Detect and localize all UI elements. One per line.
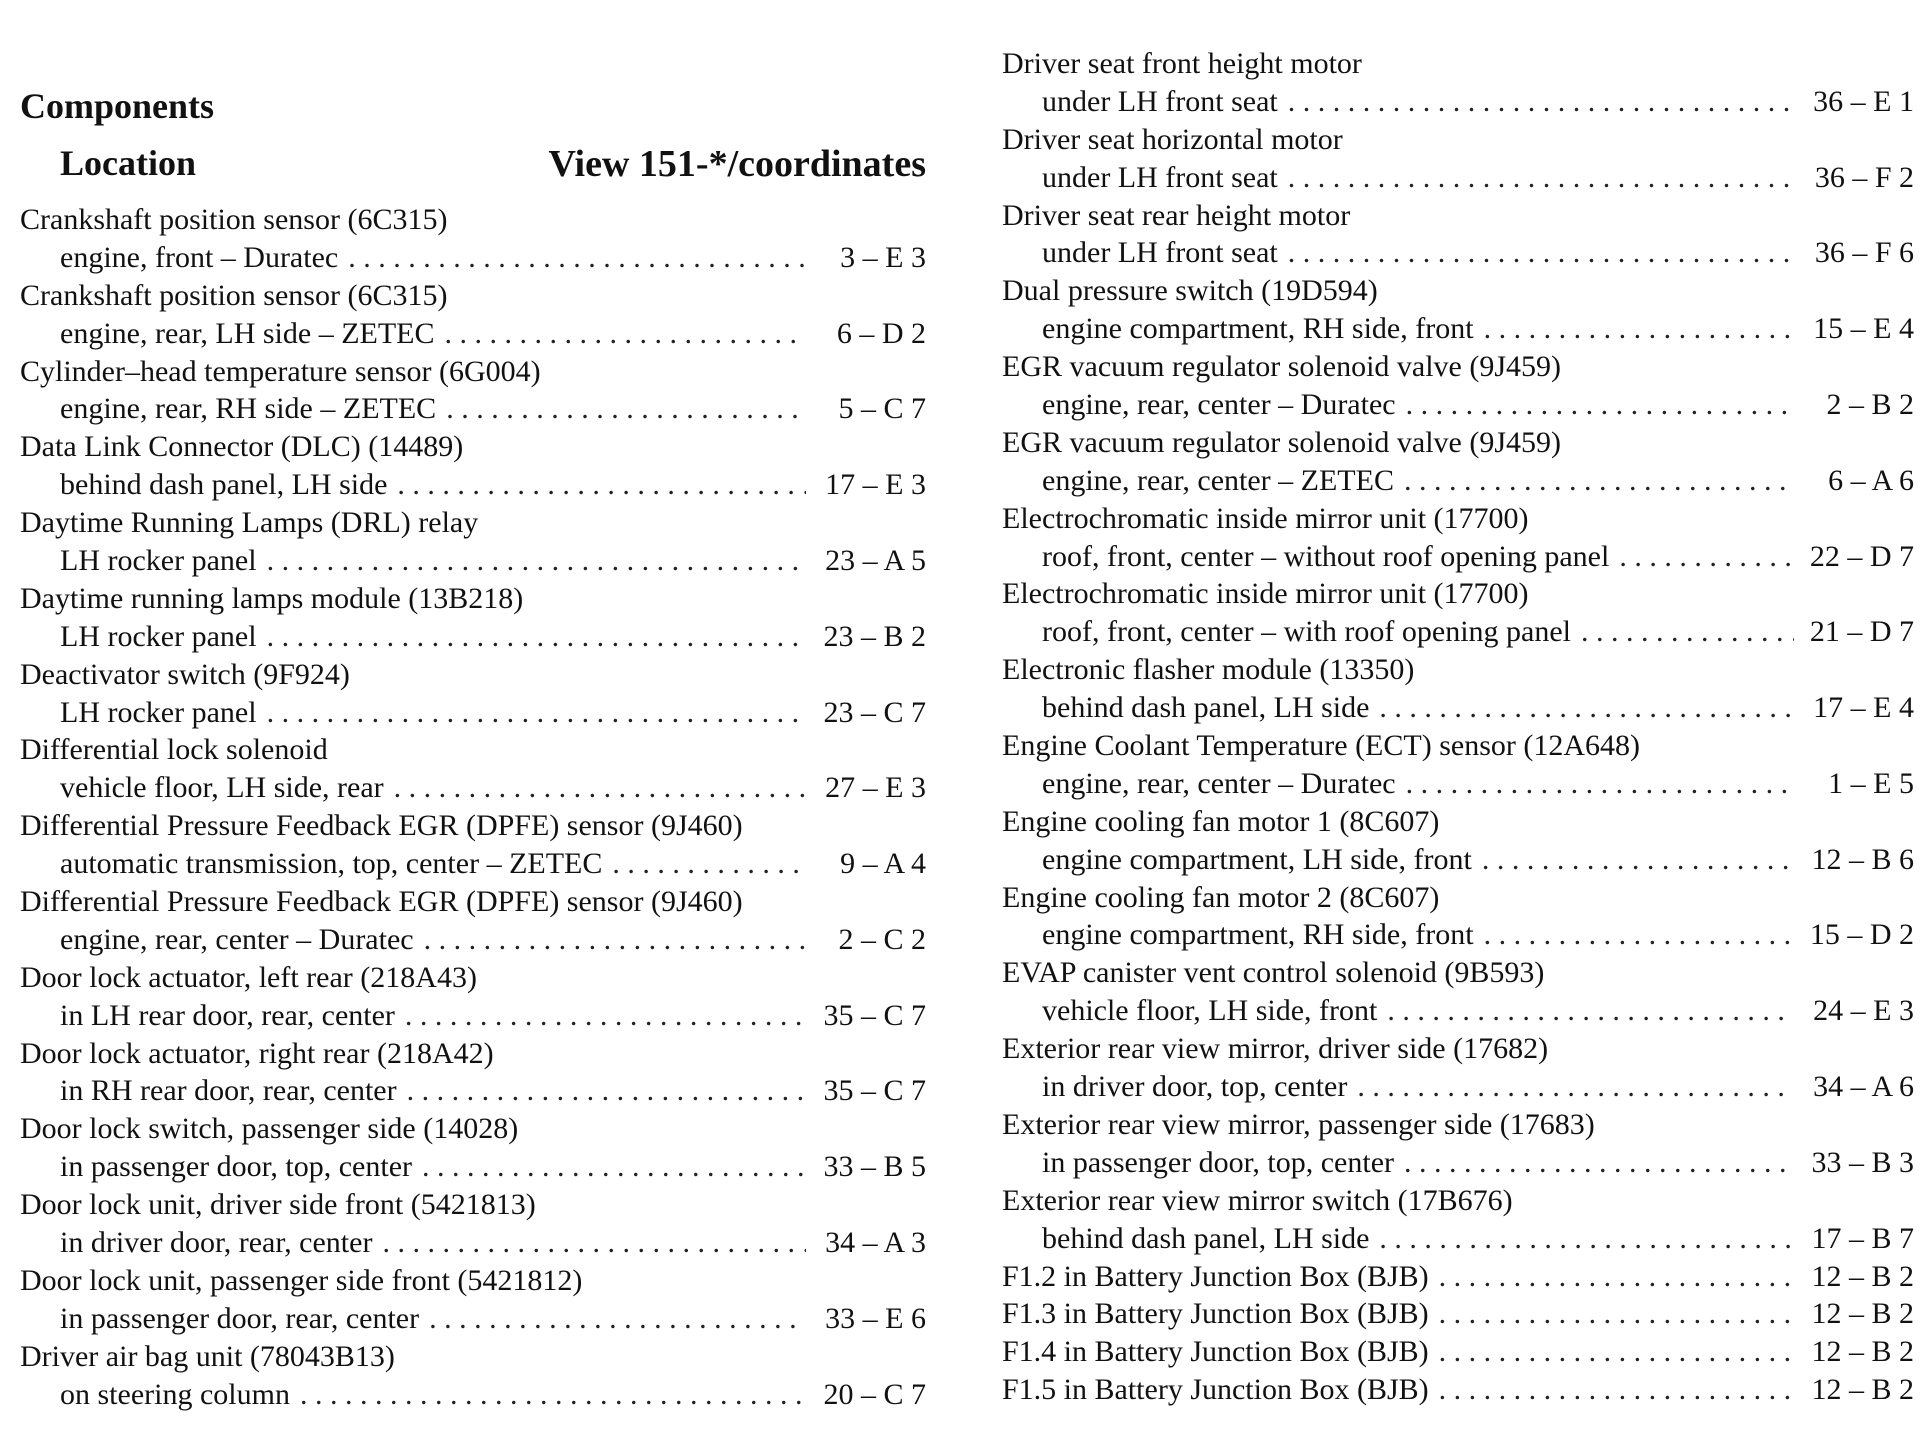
component-location-line — [20, 1376, 926, 1414]
component-entry — [20, 580, 926, 656]
component-location-line — [1002, 462, 1914, 500]
leader-dots — [1406, 386, 1794, 424]
component-location-line — [1002, 1144, 1914, 1182]
component-location: engine compartment, RH side, front — [1042, 918, 1474, 952]
component-name: Differential Pressure Feedback EGR (DPFE) sensor (9J460) — [20, 809, 743, 843]
leader-dots — [267, 618, 806, 656]
component-location: behind dash panel, LH side — [60, 468, 388, 502]
component-entry — [20, 504, 926, 580]
right-entry-list — [1002, 45, 1914, 1409]
view-coordinate: 21 – D 7 — [1809, 615, 1914, 649]
component-name: Data Link Connector (DLC) (14489) — [20, 430, 464, 464]
leader-dots — [382, 1224, 806, 1262]
component-entry — [20, 1338, 926, 1414]
component-name: Exterior rear view mirror, passenger side (17683) — [1002, 1107, 1595, 1141]
component-location-line — [20, 1148, 926, 1186]
component-location: engine compartment, RH side, front — [1042, 312, 1474, 346]
view-coordinate: 15 – E 4 — [1813, 312, 1914, 346]
component-entry — [20, 731, 926, 807]
component-name: Door lock unit, driver side front (5421813) — [20, 1188, 536, 1222]
leader-dots — [1439, 1258, 1794, 1296]
leader-dots — [422, 1148, 806, 1186]
leader-dots — [1482, 841, 1794, 879]
view-coordinate: 12 – B 6 — [1811, 842, 1914, 876]
component-location: on steering column — [60, 1377, 290, 1411]
view-coordinate: 23 – B 2 — [823, 619, 926, 653]
view-column-header: View 151-*/coordinates — [548, 143, 926, 185]
leader-dots — [1404, 1144, 1794, 1182]
leader-dots — [348, 239, 806, 277]
fuse-label: F1.2 in Battery Junction Box (BJB) — [1002, 1259, 1429, 1293]
component-location-line — [1002, 916, 1914, 954]
view-coordinate: 35 – C 7 — [823, 998, 926, 1032]
component-location-line — [20, 769, 926, 807]
component-name: Door lock unit, passenger side front (5421812) — [20, 1263, 583, 1297]
view-coordinate: 20 – C 7 — [823, 1377, 926, 1411]
view-coordinate: 24 – E 3 — [1813, 994, 1914, 1028]
component-location-line — [1002, 386, 1914, 424]
component-name: Electrochromatic inside mirror unit (17700) — [1002, 577, 1529, 611]
leader-dots — [1406, 765, 1794, 803]
view-coordinate: 23 – A 5 — [825, 544, 926, 578]
component-entry — [1002, 348, 1914, 424]
component-location: LH rocker panel — [60, 544, 257, 578]
component-location-line — [20, 1224, 926, 1262]
component-location: in passenger door, rear, center — [60, 1301, 420, 1335]
component-location: vehicle floor, LH side, rear — [60, 771, 384, 805]
view-coordinate: 17 – B 7 — [1811, 1221, 1914, 1255]
component-location: automatic transmission, top, center – ZETEC — [60, 847, 603, 881]
component-location: LH rocker panel — [60, 619, 257, 653]
component-location: in driver door, top, center — [1042, 1070, 1348, 1104]
component-name: Driver seat front height motor — [1002, 47, 1362, 80]
leader-dots — [445, 315, 806, 353]
leader-dots — [1288, 83, 1794, 121]
leader-dots — [300, 1376, 806, 1414]
component-entry — [1002, 197, 1914, 273]
component-name: Exterior rear view mirror switch (17B676) — [1002, 1183, 1513, 1217]
component-entry — [1002, 1030, 1914, 1106]
component-name: Door lock actuator, right rear (218A42) — [20, 1036, 494, 1070]
fuse-label: F1.5 in Battery Junction Box (BJB) — [1002, 1373, 1429, 1407]
view-coordinate: 34 – A 3 — [825, 1226, 926, 1260]
view-coordinate: 12 – B 2 — [1811, 1259, 1914, 1293]
fuse-entry — [1002, 1333, 1914, 1371]
component-entry — [20, 428, 926, 504]
leader-dots — [1387, 992, 1794, 1030]
component-location: roof, front, center – with roof opening panel — [1042, 615, 1571, 649]
component-entry — [1002, 1182, 1914, 1258]
component-entry — [1002, 121, 1914, 197]
component-entry — [1002, 272, 1914, 348]
view-coordinate: 23 – C 7 — [823, 695, 926, 729]
view-coordinate: 22 – D 7 — [1809, 539, 1914, 573]
component-location: engine, rear, center – Duratec — [1042, 766, 1396, 800]
component-entry — [1002, 727, 1914, 803]
view-coordinate: 2 – B 2 — [1826, 388, 1914, 422]
leader-dots — [612, 845, 806, 883]
leader-dots — [446, 390, 806, 428]
component-entry — [1002, 500, 1914, 576]
component-location-line — [20, 542, 926, 580]
component-location: engine, rear, LH side – ZETEC — [60, 316, 435, 350]
fuse-entry — [1002, 1295, 1914, 1333]
component-name: EGR vacuum regulator solenoid valve (9J459) — [1002, 425, 1562, 459]
component-location-line — [20, 1300, 926, 1338]
component-name: Differential Pressure Feedback EGR (DPFE) sensor (9J460) — [20, 885, 743, 919]
component-entry — [20, 201, 926, 277]
component-name: Door lock actuator, left rear (218A43) — [20, 960, 477, 994]
view-coordinate: 36 – F 2 — [1814, 160, 1914, 194]
component-location: under LH front seat — [1042, 236, 1278, 270]
component-name: EGR vacuum regulator solenoid valve (9J459) — [1002, 350, 1562, 384]
leader-dots — [397, 466, 806, 504]
location-column-header: Location — [60, 143, 197, 183]
leader-dots — [1439, 1333, 1794, 1371]
view-coordinate: 3 – E 3 — [840, 240, 926, 274]
view-coordinate: 33 – B 3 — [1811, 1145, 1914, 1179]
component-entry — [20, 883, 926, 959]
component-location-line — [1002, 234, 1914, 272]
component-name: Cylinder–head temperature sensor (6G004) — [20, 354, 541, 388]
leader-dots — [1439, 1295, 1794, 1333]
view-coordinate: 17 – E 3 — [825, 468, 926, 502]
view-coordinate: 35 – C 7 — [823, 1074, 926, 1108]
leader-dots — [267, 542, 806, 580]
component-location: engine, rear, RH side – ZETEC — [60, 392, 437, 426]
view-coordinate: 36 – F 6 — [1814, 236, 1914, 270]
component-location-line — [20, 618, 926, 656]
component-entry — [1002, 424, 1914, 500]
component-name: Daytime running lamps module (13B218) — [20, 581, 524, 615]
section-title: Components — [20, 86, 215, 126]
component-location: vehicle floor, LH side, front — [1042, 994, 1378, 1028]
view-coordinate: 36 – E 1 — [1813, 84, 1914, 118]
component-name: Door lock switch, passenger side (14028) — [20, 1112, 519, 1146]
component-location-line — [20, 845, 926, 883]
view-coordinate: 33 – E 6 — [825, 1301, 926, 1335]
fuse-entry — [1002, 1371, 1914, 1409]
component-location-line — [1002, 83, 1914, 121]
view-coordinate: 6 – D 2 — [836, 316, 926, 350]
component-location-line — [20, 694, 926, 732]
view-coordinate: 34 – A 6 — [1813, 1070, 1914, 1104]
component-entry — [20, 277, 926, 353]
view-coordinate: 6 – A 6 — [1828, 463, 1914, 497]
component-location: roof, front, center – without roof opening panel — [1042, 539, 1610, 573]
component-location-line — [20, 997, 926, 1035]
component-name: EVAP canister vent control solenoid (9B593) — [1002, 956, 1545, 990]
component-location-line — [20, 1072, 926, 1110]
component-name: Dual pressure switch (19D594) — [1002, 274, 1378, 308]
component-name: Exterior rear view mirror, driver side (17682) — [1002, 1032, 1549, 1066]
leader-dots — [1484, 310, 1794, 348]
leader-dots — [394, 769, 806, 807]
component-entry — [20, 959, 926, 1035]
leader-dots — [1288, 234, 1794, 272]
leader-dots — [1619, 538, 1794, 576]
view-coordinate: 2 – C 2 — [838, 922, 926, 956]
component-location: under LH front seat — [1042, 84, 1278, 118]
component-entry — [1002, 954, 1914, 1030]
view-coordinate: 5 – C 7 — [838, 392, 926, 426]
leader-dots — [1484, 916, 1794, 954]
component-location: in LH rear door, rear, center — [60, 998, 395, 1032]
leader-dots — [1379, 1220, 1794, 1258]
component-name: Electrochromatic inside mirror unit (17700) — [1002, 501, 1529, 535]
left-entry-list — [20, 201, 926, 1414]
component-location: under LH front seat — [1042, 160, 1278, 194]
component-entry — [20, 1110, 926, 1186]
view-coordinate: 17 – E 4 — [1813, 691, 1914, 725]
component-entry — [1002, 45, 1914, 121]
component-location-line — [20, 315, 926, 353]
component-location: engine compartment, LH side, front — [1042, 842, 1472, 876]
component-location: engine, rear, center – ZETEC — [1042, 463, 1394, 497]
leader-dots — [1439, 1371, 1794, 1409]
component-name: Differential lock solenoid — [20, 733, 328, 767]
component-location-line — [20, 921, 926, 959]
component-location-line — [1002, 992, 1914, 1030]
component-location: engine, rear, center – Duratec — [60, 922, 414, 956]
component-location: LH rocker panel — [60, 695, 257, 729]
component-location-line — [1002, 159, 1914, 197]
view-coordinate: 27 – E 3 — [825, 771, 926, 805]
component-entry — [20, 1035, 926, 1111]
component-location: behind dash panel, LH side — [1042, 1221, 1370, 1255]
leader-dots — [405, 997, 806, 1035]
component-name: Engine cooling fan motor 2 (8C607) — [1002, 880, 1440, 914]
component-name: Electronic flasher module (13350) — [1002, 653, 1415, 687]
component-entry — [20, 1186, 926, 1262]
fuse-label: F1.3 in Battery Junction Box (BJB) — [1002, 1297, 1429, 1331]
component-name: Daytime Running Lamps (DRL) relay — [20, 506, 479, 540]
component-entry — [1002, 651, 1914, 727]
component-location: in passenger door, top, center — [60, 1150, 413, 1184]
view-coordinate: 12 – B 2 — [1811, 1373, 1914, 1407]
view-coordinate: 1 – E 5 — [1828, 766, 1914, 800]
component-name: Crankshaft position sensor (6C315) — [20, 203, 448, 236]
component-location-line — [20, 239, 926, 277]
component-name: Deactivator switch (9F924) — [20, 657, 350, 691]
leader-dots — [1357, 1068, 1794, 1106]
component-entry — [1002, 879, 1914, 955]
leader-dots — [267, 694, 806, 732]
component-entry — [20, 353, 926, 429]
component-location-line — [1002, 1068, 1914, 1106]
leader-dots — [407, 1072, 806, 1110]
leader-dots — [1288, 159, 1794, 197]
component-location-line — [1002, 538, 1914, 576]
component-location-line — [1002, 310, 1914, 348]
component-entry — [1002, 803, 1914, 879]
view-coordinate: 33 – B 5 — [823, 1150, 926, 1184]
view-coordinate: 12 – B 2 — [1811, 1297, 1914, 1331]
leader-dots — [429, 1300, 806, 1338]
view-coordinate: 15 – D 2 — [1809, 918, 1914, 952]
component-entry — [1002, 575, 1914, 651]
component-location: engine, front – Duratec — [60, 240, 339, 274]
component-entry — [1002, 1106, 1914, 1182]
leader-dots — [1379, 689, 1794, 727]
component-location: in passenger door, top, center — [1042, 1145, 1395, 1179]
component-name: Driver seat horizontal motor — [1002, 122, 1343, 156]
component-name: Driver air bag unit (78043B13) — [20, 1339, 395, 1373]
component-name: Driver seat rear height motor — [1002, 198, 1351, 232]
component-entry — [20, 656, 926, 732]
component-location-line — [1002, 689, 1914, 727]
component-entry — [20, 807, 926, 883]
component-location-line — [1002, 765, 1914, 803]
leader-dots — [1404, 462, 1794, 500]
leader-dots — [1581, 613, 1794, 651]
component-name: Engine cooling fan motor 1 (8C607) — [1002, 804, 1440, 838]
component-location-line — [20, 390, 926, 428]
component-location-line — [20, 466, 926, 504]
view-coordinate: 12 – B 2 — [1811, 1335, 1914, 1369]
component-entry — [20, 1262, 926, 1338]
component-location: engine, rear, center – Duratec — [1042, 388, 1396, 422]
component-location: behind dash panel, LH side — [1042, 691, 1370, 725]
component-name: Engine Coolant Temperature (ECT) sensor (12A648) — [1002, 729, 1641, 763]
fuse-entry — [1002, 1258, 1914, 1296]
component-location-line — [1002, 1220, 1914, 1258]
component-name: Crankshaft position sensor (6C315) — [20, 278, 448, 312]
fuse-label: F1.4 in Battery Junction Box (BJB) — [1002, 1335, 1429, 1369]
component-location: in driver door, rear, center — [60, 1226, 373, 1260]
component-location-line — [1002, 841, 1914, 879]
view-coordinate: 9 – A 4 — [840, 847, 926, 881]
leader-dots — [424, 921, 806, 959]
component-location-line — [1002, 613, 1914, 651]
component-location: in RH rear door, rear, center — [60, 1074, 397, 1108]
